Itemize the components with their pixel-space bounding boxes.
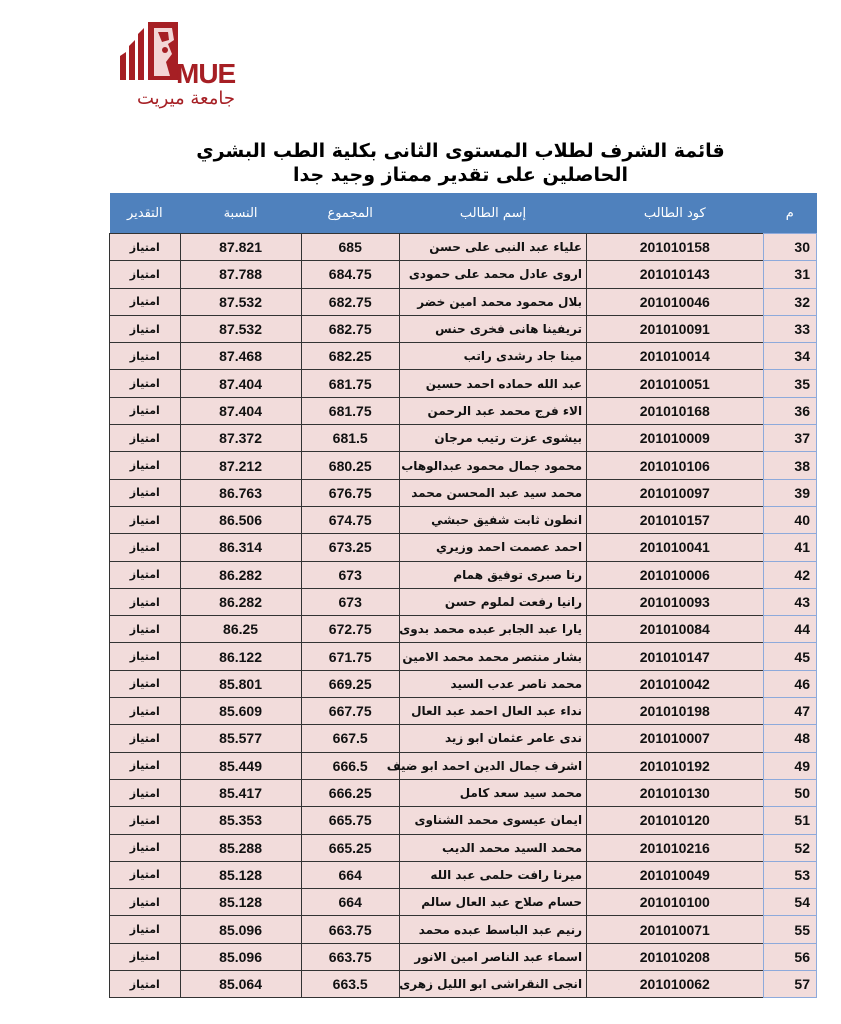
cell-percentage: 87.788 [180, 261, 301, 288]
cell-number: 41 [763, 534, 816, 561]
cell-number: 35 [763, 370, 816, 397]
table-row [110, 315, 817, 342]
honor-list-table [109, 193, 817, 998]
header-total: المجموع [301, 193, 399, 234]
cell-student-code: 201010216 [587, 834, 763, 861]
cell-grade: امتياز [110, 534, 181, 561]
cell-total: 681.75 [301, 397, 399, 424]
table-row [110, 534, 817, 561]
cell-grade: امتياز [110, 588, 181, 615]
cell-student-name: ميرنا رافت حلمى عبد الله [399, 861, 586, 888]
cell-number: 42 [763, 561, 816, 588]
cell-total: 681.5 [301, 425, 399, 452]
cell-number: 55 [763, 916, 816, 943]
cell-student-name: محمد ناصر عدب السيد [399, 670, 586, 697]
cell-percentage: 87.404 [180, 370, 301, 397]
cell-total: 663.5 [301, 971, 399, 998]
cell-total: 667.5 [301, 725, 399, 752]
cell-number: 36 [763, 397, 816, 424]
cell-student-code: 201010208 [587, 943, 763, 970]
cell-total: 665.75 [301, 807, 399, 834]
cell-student-code: 201010051 [587, 370, 763, 397]
cell-total: 673 [301, 561, 399, 588]
table-row [110, 971, 817, 998]
cell-percentage: 86.282 [180, 561, 301, 588]
cell-total: 680.25 [301, 452, 399, 479]
cell-student-name: انجى النقراشى ابو الليل زهرى [399, 971, 586, 998]
cell-grade: امتياز [110, 425, 181, 452]
cell-student-code: 201010157 [587, 506, 763, 533]
table-row [110, 834, 817, 861]
cell-student-name: محمود جمال محمود عبدالوهاب [399, 452, 586, 479]
cell-grade: امتياز [110, 452, 181, 479]
cell-student-name: اسماء عبد الناصر امين الانور [399, 943, 586, 970]
table-row [110, 343, 817, 370]
cell-percentage: 85.801 [180, 670, 301, 697]
cell-total: 681.75 [301, 370, 399, 397]
table-row [110, 261, 817, 288]
cell-number: 37 [763, 425, 816, 452]
cell-percentage: 85.417 [180, 779, 301, 806]
cell-percentage: 85.064 [180, 971, 301, 998]
cell-grade: امتياز [110, 807, 181, 834]
table-row [110, 588, 817, 615]
cell-number: 50 [763, 779, 816, 806]
table-row [110, 779, 817, 806]
page-subtitle: الحاصلين على تقدير ممتاز وجيد جدا [293, 164, 628, 186]
cell-student-code: 201010014 [587, 343, 763, 370]
cell-student-name: رنا صبرى توفيق همام [399, 561, 586, 588]
cell-percentage: 86.25 [180, 616, 301, 643]
cell-student-code: 201010130 [587, 779, 763, 806]
cell-student-code: 201010071 [587, 916, 763, 943]
cell-percentage: 85.288 [180, 834, 301, 861]
cell-student-code: 201010192 [587, 752, 763, 779]
cell-percentage: 85.128 [180, 889, 301, 916]
table-row [110, 670, 817, 697]
table-row [110, 479, 817, 506]
cell-student-code: 201010006 [587, 561, 763, 588]
table-row [110, 288, 817, 315]
cell-percentage: 85.577 [180, 725, 301, 752]
header-num: م [763, 193, 816, 234]
cell-total: 663.75 [301, 916, 399, 943]
cell-number: 57 [763, 971, 816, 998]
cell-student-code: 201010120 [587, 807, 763, 834]
cell-student-name: ايمان عيسوى محمد الشناوى [399, 807, 586, 834]
cell-percentage: 86.506 [180, 506, 301, 533]
table-row [110, 725, 817, 752]
cell-number: 31 [763, 261, 816, 288]
cell-total: 676.75 [301, 479, 399, 506]
cell-student-name: رانيا رفعت لملوم حسن [399, 588, 586, 615]
cell-grade: امتياز [110, 261, 181, 288]
cell-student-name: علياء عبد النبى على حسن [399, 234, 586, 261]
cell-grade: امتياز [110, 397, 181, 424]
cell-grade: امتياز [110, 343, 181, 370]
cell-total: 682.75 [301, 315, 399, 342]
cell-student-name: الاء فرج محمد عبد الرحمن [399, 397, 586, 424]
logo-arabic-text: جامعة ميريت [137, 88, 235, 109]
university-logo [118, 18, 236, 109]
cell-percentage: 85.096 [180, 916, 301, 943]
cell-student-code: 201010084 [587, 616, 763, 643]
cell-student-code: 201010100 [587, 889, 763, 916]
cell-total: 666.5 [301, 752, 399, 779]
table-row [110, 698, 817, 725]
cell-student-name: اشرف جمال الدين احمد ابو ضيف [399, 752, 586, 779]
cell-percentage: 87.468 [180, 343, 301, 370]
cell-student-code: 201010198 [587, 698, 763, 725]
cell-student-code: 201010097 [587, 479, 763, 506]
cell-number: 33 [763, 315, 816, 342]
cell-grade: امتياز [110, 698, 181, 725]
table-row [110, 889, 817, 916]
cell-grade: امتياز [110, 370, 181, 397]
cell-percentage: 87.821 [180, 234, 301, 261]
cell-student-code: 201010147 [587, 643, 763, 670]
table-row [110, 752, 817, 779]
cell-number: 34 [763, 343, 816, 370]
cell-number: 45 [763, 643, 816, 670]
cell-number: 53 [763, 861, 816, 888]
cell-student-name: رنيم عبد الباسط عبده محمد [399, 916, 586, 943]
cell-grade: امتياز [110, 506, 181, 533]
cell-total: 673 [301, 588, 399, 615]
cell-student-code: 201010007 [587, 725, 763, 752]
cell-percentage: 85.353 [180, 807, 301, 834]
cell-total: 664 [301, 861, 399, 888]
cell-percentage: 87.404 [180, 397, 301, 424]
cell-student-name: نداء عبد العال احمد عبد العال [399, 698, 586, 725]
cell-student-code: 201010009 [587, 425, 763, 452]
cell-total: 663.75 [301, 943, 399, 970]
table-row [110, 561, 817, 588]
cell-number: 43 [763, 588, 816, 615]
cell-grade: امتياز [110, 779, 181, 806]
cell-total: 665.25 [301, 834, 399, 861]
cell-percentage: 87.532 [180, 288, 301, 315]
cell-number: 38 [763, 452, 816, 479]
header-pct: النسبة [180, 193, 301, 234]
table-row [110, 916, 817, 943]
cell-total: 667.75 [301, 698, 399, 725]
cell-student-code: 201010042 [587, 670, 763, 697]
cell-grade: امتياز [110, 971, 181, 998]
cell-student-code: 201010168 [587, 397, 763, 424]
cell-total: 682.25 [301, 343, 399, 370]
cell-grade: امتياز [110, 725, 181, 752]
table-header-row [110, 193, 817, 234]
table-row [110, 452, 817, 479]
cell-total: 682.75 [301, 288, 399, 315]
cell-number: 39 [763, 479, 816, 506]
cell-number: 54 [763, 889, 816, 916]
header-code: كود الطالب [587, 193, 763, 234]
cell-total: 684.75 [301, 261, 399, 288]
cell-student-name: انطون ثابت شفيق حبشي [399, 506, 586, 533]
cell-number: 56 [763, 943, 816, 970]
cell-student-code: 201010143 [587, 261, 763, 288]
cell-percentage: 86.763 [180, 479, 301, 506]
cell-percentage: 87.372 [180, 425, 301, 452]
logo-latin-text: MUE [176, 58, 236, 89]
cell-grade: امتياز [110, 670, 181, 697]
cell-student-code: 201010106 [587, 452, 763, 479]
cell-student-code: 201010041 [587, 534, 763, 561]
cell-student-name: اروى عادل محمد على حمودى [399, 261, 586, 288]
cell-percentage: 87.532 [180, 315, 301, 342]
cell-grade: امتياز [110, 479, 181, 506]
cell-percentage: 85.449 [180, 752, 301, 779]
cell-student-code: 201010046 [587, 288, 763, 315]
cell-number: 48 [763, 725, 816, 752]
cell-student-code: 201010093 [587, 588, 763, 615]
cell-percentage: 86.314 [180, 534, 301, 561]
cell-total: 672.75 [301, 616, 399, 643]
cell-grade: امتياز [110, 288, 181, 315]
cell-student-name: حسام صلاح عبد العال سالم [399, 889, 586, 916]
cell-grade: امتياز [110, 752, 181, 779]
cell-student-name: عبد الله حماده احمد حسين [399, 370, 586, 397]
cell-total: 673.25 [301, 534, 399, 561]
table-row [110, 425, 817, 452]
cell-student-name: محمد السيد محمد الديب [399, 834, 586, 861]
cell-grade: امتياز [110, 834, 181, 861]
cell-student-name: ندى عامر عثمان ابو زيد [399, 725, 586, 752]
cell-number: 51 [763, 807, 816, 834]
header-grade: التقدير [110, 193, 181, 234]
table-row [110, 616, 817, 643]
cell-student-name: مينا جاد رشدى راتب [399, 343, 586, 370]
cell-percentage: 87.212 [180, 452, 301, 479]
cell-number: 30 [763, 234, 816, 261]
cell-student-name: بلال محمود محمد امين خضر [399, 288, 586, 315]
table-row [110, 397, 817, 424]
cell-student-code: 201010049 [587, 861, 763, 888]
cell-student-code: 201010091 [587, 315, 763, 342]
cell-number: 52 [763, 834, 816, 861]
cell-student-name: بيشوى عزت رتيب مرجان [399, 425, 586, 452]
cell-student-name: بشار منتصر محمد محمد الامين [399, 643, 586, 670]
table-row [110, 861, 817, 888]
cell-number: 47 [763, 698, 816, 725]
cell-percentage: 86.122 [180, 643, 301, 670]
table-row [110, 807, 817, 834]
cell-total: 685 [301, 234, 399, 261]
cell-student-name: احمد عصمت احمد وزيري [399, 534, 586, 561]
cell-number: 49 [763, 752, 816, 779]
cell-total: 674.75 [301, 506, 399, 533]
cell-total: 671.75 [301, 643, 399, 670]
table-row [110, 234, 817, 261]
cell-total: 664 [301, 889, 399, 916]
table-row [110, 943, 817, 970]
cell-student-name: محمد سيد سعد كامل [399, 779, 586, 806]
table-row [110, 643, 817, 670]
cell-grade: امتياز [110, 861, 181, 888]
cell-percentage: 86.282 [180, 588, 301, 615]
cell-grade: امتياز [110, 916, 181, 943]
cell-grade: امتياز [110, 234, 181, 261]
cell-number: 44 [763, 616, 816, 643]
cell-grade: امتياز [110, 616, 181, 643]
cell-percentage: 85.609 [180, 698, 301, 725]
cell-grade: امتياز [110, 943, 181, 970]
cell-student-name: تريفينا هانى فخرى حنس [399, 315, 586, 342]
table-row [110, 506, 817, 533]
cell-student-code: 201010158 [587, 234, 763, 261]
page-title: قائمة الشرف لطلاب المستوى الثانى بكلية الطب البشري [196, 140, 725, 162]
cell-grade: امتياز [110, 315, 181, 342]
cell-percentage: 85.128 [180, 861, 301, 888]
cell-student-code: 201010062 [587, 971, 763, 998]
header-name: إسم الطالب [399, 193, 586, 234]
cell-total: 669.25 [301, 670, 399, 697]
table-row [110, 370, 817, 397]
cell-grade: امتياز [110, 643, 181, 670]
cell-grade: امتياز [110, 561, 181, 588]
cell-number: 32 [763, 288, 816, 315]
cell-student-name: محمد سيد عبد المحسن محمد [399, 479, 586, 506]
cell-grade: امتياز [110, 889, 181, 916]
cell-number: 46 [763, 670, 816, 697]
cell-total: 666.25 [301, 779, 399, 806]
cell-student-name: يارا عبد الجابر عبده محمد بدوى [399, 616, 586, 643]
cell-number: 40 [763, 506, 816, 533]
cell-percentage: 85.096 [180, 943, 301, 970]
